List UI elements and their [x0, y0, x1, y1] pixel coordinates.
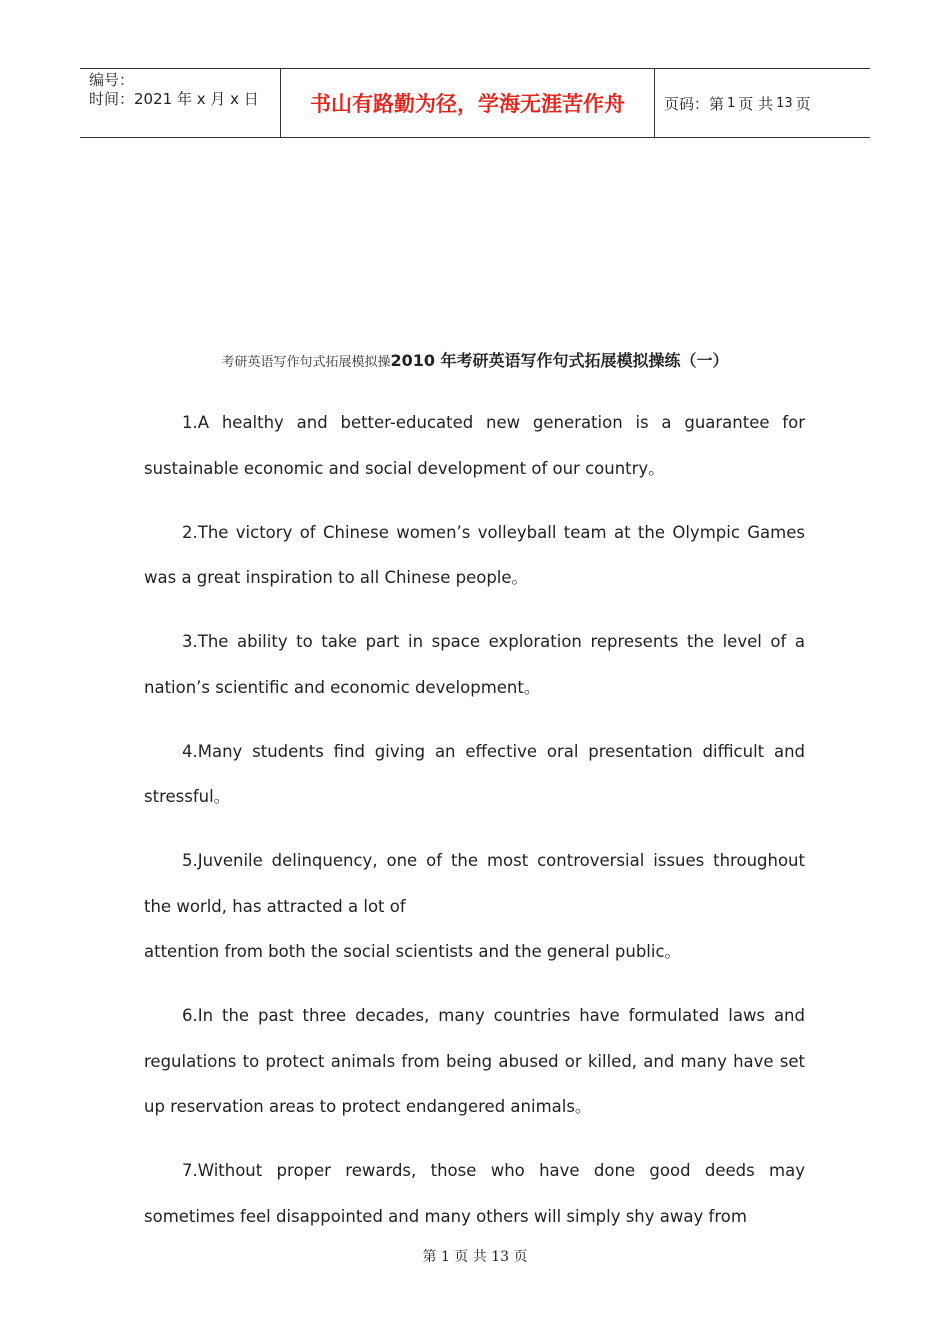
page-current: 1: [727, 95, 736, 111]
page-header: [80, 68, 870, 138]
paragraph-3: 3.The ability to take part in space exploration represents the level of a nation’s scientific and economic development。: [144, 632, 805, 697]
paragraph-5-line-2: attention from both the social scientists and the general public。: [144, 942, 682, 961]
document-number-label: 编号：: [89, 71, 135, 89]
paragraph-5-line-1: 5.Juvenile delinquency, one of the most controversial issues throughout the world, has attracted a lot of: [144, 851, 805, 916]
title-prefix: 考研英语写作句式拓展模拟操: [221, 355, 391, 370]
page-mid: 页 共: [738, 94, 774, 113]
title-main: 2010 年考研英语写作句式拓展模拟操练（一）: [390, 351, 729, 370]
page-prefix: 页码：第: [664, 94, 725, 113]
paragraph-2: 2.The victory of Chinese women’s volleyball team at the Olympic Games was a great inspiration to all Chinese people。: [144, 522, 805, 587]
document-title: [0, 348, 950, 371]
paragraph-5: [144, 838, 805, 975]
document-date: 时间：2021 年 x 月 x 日: [89, 90, 259, 108]
paragraph-4: 4.Many students find giving an effective oral presentation difficult and stressful。: [144, 741, 805, 806]
header-page-info: [655, 69, 870, 137]
paragraph-6: 6.In the past three decades, many countries have formulated laws and regulations to protect animals from being abused or killed, and many have set up reservation areas to protect endangered animals。: [144, 1006, 805, 1116]
page-suffix: 页: [795, 94, 811, 113]
page-total: 13: [776, 95, 793, 111]
document-body: [144, 400, 805, 1258]
page-footer: 第 1 页 共 13 页: [422, 1249, 528, 1265]
header-motto: 书山有路勤为径，学海无涯苦作舟: [281, 69, 655, 137]
header-meta: [80, 69, 281, 137]
paragraph-1: 1.A healthy and better-educated new generation is a guarantee for sustainable economic and social development of our country。: [144, 413, 805, 478]
paragraph-7: 7.Without proper rewards, those who have done good deeds may sometimes feel disappointed and many others will simply shy away from: [144, 1161, 805, 1226]
